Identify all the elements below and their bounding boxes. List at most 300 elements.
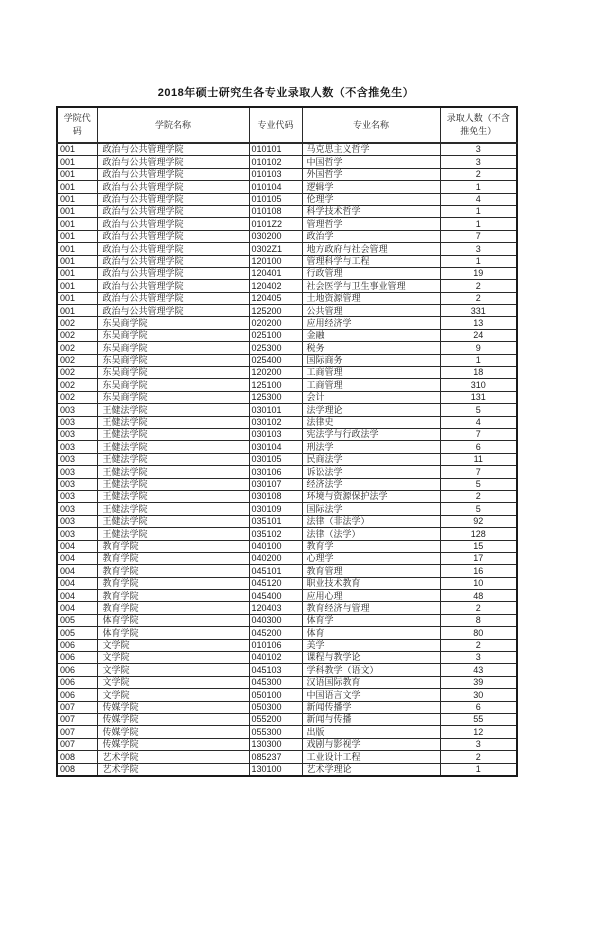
cell-admit-count: 7 [440, 428, 517, 440]
cell-college-name: 东吴商学院 [97, 379, 249, 391]
cell-college-name: 王健法学院 [97, 453, 249, 465]
cell-college-name: 王健法学院 [97, 490, 249, 502]
cell-major-name: 美学 [302, 639, 440, 651]
cell-admit-count: 2 [440, 168, 517, 180]
cell-major-name: 马克思主义哲学 [302, 143, 440, 156]
cell-college-code: 006 [57, 689, 97, 701]
cell-admit-count: 11 [440, 453, 517, 465]
cell-major-code: 120100 [249, 255, 302, 267]
cell-college-name: 传媒学院 [97, 713, 249, 725]
cell-college-name: 传媒学院 [97, 726, 249, 738]
cell-college-name: 文学院 [97, 664, 249, 676]
cell-college-name: 体育学院 [97, 614, 249, 626]
cell-college-code: 001 [57, 205, 97, 217]
cell-college-code: 006 [57, 664, 97, 676]
cell-college-code: 004 [57, 552, 97, 564]
cell-college-name: 文学院 [97, 652, 249, 664]
table-row [57, 354, 517, 366]
cell-college-code: 008 [57, 763, 97, 776]
cell-major-name: 戏剧与影视学 [302, 738, 440, 750]
cell-college-code: 004 [57, 577, 97, 589]
cell-college-name: 政治与公共管理学院 [97, 280, 249, 292]
table-row [57, 602, 517, 614]
table-row [57, 205, 517, 217]
cell-major-code: 040102 [249, 652, 302, 664]
cell-college-code: 002 [57, 354, 97, 366]
table-row [57, 565, 517, 577]
cell-major-name: 出版 [302, 726, 440, 738]
cell-major-code: 055300 [249, 726, 302, 738]
cell-college-name: 体育学院 [97, 627, 249, 639]
cell-admit-count: 1 [440, 354, 517, 366]
cell-college-code: 001 [57, 280, 97, 292]
cell-major-name: 管理哲学 [302, 218, 440, 230]
cell-admit-count: 5 [440, 404, 517, 416]
cell-major-code: 010101 [249, 143, 302, 156]
cell-admit-count: 92 [440, 515, 517, 527]
cell-major-code: 030108 [249, 490, 302, 502]
cell-college-code: 003 [57, 428, 97, 440]
table-row [57, 503, 517, 515]
cell-major-name: 国际法学 [302, 503, 440, 515]
cell-major-name: 环境与资源保护法学 [302, 490, 440, 502]
cell-admit-count: 6 [440, 701, 517, 713]
cell-college-code: 001 [57, 267, 97, 279]
cell-admit-count: 9 [440, 342, 517, 354]
cell-major-code: 030105 [249, 453, 302, 465]
cell-college-name: 文学院 [97, 689, 249, 701]
cell-admit-count: 128 [440, 528, 517, 540]
table-row [57, 466, 517, 478]
cell-college-name: 政治与公共管理学院 [97, 193, 249, 205]
cell-major-code: 010105 [249, 193, 302, 205]
cell-admit-count: 30 [440, 689, 517, 701]
table-row [57, 577, 517, 589]
table-row [57, 428, 517, 440]
cell-college-code: 006 [57, 652, 97, 664]
cell-college-name: 政治与公共管理学院 [97, 230, 249, 242]
cell-college-name: 教育学院 [97, 577, 249, 589]
cell-admit-count: 2 [440, 639, 517, 651]
cell-major-name: 法律（非法学） [302, 515, 440, 527]
cell-major-code: 030102 [249, 416, 302, 428]
cell-major-name: 刑法学 [302, 441, 440, 453]
cell-college-code: 006 [57, 639, 97, 651]
cell-college-code: 003 [57, 466, 97, 478]
cell-major-name: 管理科学与工程 [302, 255, 440, 267]
cell-college-code: 003 [57, 416, 97, 428]
cell-major-name: 法律（法学） [302, 528, 440, 540]
cell-college-code: 001 [57, 168, 97, 180]
cell-college-code: 007 [57, 726, 97, 738]
cell-major-code: 030101 [249, 404, 302, 416]
cell-college-name: 东吴商学院 [97, 354, 249, 366]
cell-college-code: 003 [57, 515, 97, 527]
cell-major-name: 民商法学 [302, 453, 440, 465]
table-row [57, 490, 517, 502]
cell-admit-count: 7 [440, 230, 517, 242]
cell-college-name: 政治与公共管理学院 [97, 168, 249, 180]
table-row [57, 243, 517, 255]
cell-admit-count: 5 [440, 503, 517, 515]
cell-college-code: 002 [57, 379, 97, 391]
cell-college-name: 东吴商学院 [97, 329, 249, 341]
cell-major-name: 教育学 [302, 540, 440, 552]
cell-admit-count: 48 [440, 590, 517, 602]
cell-major-code: 025100 [249, 329, 302, 341]
cell-admit-count: 1 [440, 255, 517, 267]
cell-admit-count: 8 [440, 614, 517, 626]
cell-college-name: 教育学院 [97, 602, 249, 614]
cell-major-code: 020200 [249, 317, 302, 329]
cell-major-name: 应用经济学 [302, 317, 440, 329]
table-row [57, 218, 517, 230]
cell-major-name: 法学理论 [302, 404, 440, 416]
cell-major-code: 085237 [249, 751, 302, 763]
cell-admit-count: 24 [440, 329, 517, 341]
cell-major-code: 045400 [249, 590, 302, 602]
cell-admit-count: 43 [440, 664, 517, 676]
cell-major-code: 040200 [249, 552, 302, 564]
cell-major-code: 040100 [249, 540, 302, 552]
cell-college-code: 003 [57, 453, 97, 465]
cell-college-name: 东吴商学院 [97, 342, 249, 354]
cell-college-code: 001 [57, 292, 97, 304]
cell-college-name: 王健法学院 [97, 404, 249, 416]
cell-college-name: 文学院 [97, 676, 249, 688]
table-row [57, 404, 517, 416]
cell-college-code: 001 [57, 255, 97, 267]
cell-admit-count: 331 [440, 305, 517, 317]
cell-major-code: 030106 [249, 466, 302, 478]
cell-major-name: 体育 [302, 627, 440, 639]
cell-college-name: 文学院 [97, 639, 249, 651]
cell-major-name: 宪法学与行政法学 [302, 428, 440, 440]
cell-college-code: 003 [57, 478, 97, 490]
cell-college-code: 007 [57, 701, 97, 713]
cell-major-name: 工商管理 [302, 379, 440, 391]
cell-admit-count: 3 [440, 738, 517, 750]
cell-college-name: 东吴商学院 [97, 367, 249, 379]
cell-college-code: 001 [57, 243, 97, 255]
cell-major-name: 土地资源管理 [302, 292, 440, 304]
cell-college-code: 005 [57, 627, 97, 639]
cell-major-code: 040300 [249, 614, 302, 626]
cell-college-name: 传媒学院 [97, 738, 249, 750]
cell-major-code: 125200 [249, 305, 302, 317]
cell-admit-count: 7 [440, 466, 517, 478]
cell-college-code: 005 [57, 614, 97, 626]
cell-college-code: 003 [57, 404, 97, 416]
cell-admit-count: 15 [440, 540, 517, 552]
cell-college-name: 王健法学院 [97, 503, 249, 515]
table-row [57, 181, 517, 193]
cell-college-name: 王健法学院 [97, 528, 249, 540]
cell-major-code: 035102 [249, 528, 302, 540]
cell-major-name: 艺术学理论 [302, 763, 440, 776]
cell-major-name: 社会医学与卫生事业管理 [302, 280, 440, 292]
cell-admit-count: 6 [440, 441, 517, 453]
cell-college-code: 006 [57, 676, 97, 688]
table-row [57, 652, 517, 664]
cell-major-code: 0302Z1 [249, 243, 302, 255]
cell-major-name: 新闻传播学 [302, 701, 440, 713]
cell-major-name: 职业技术教育 [302, 577, 440, 589]
cell-admit-count: 4 [440, 416, 517, 428]
cell-college-name: 王健法学院 [97, 515, 249, 527]
cell-college-code: 001 [57, 305, 97, 317]
cell-college-name: 政治与公共管理学院 [97, 243, 249, 255]
cell-college-code: 003 [57, 490, 97, 502]
cell-major-name: 中国语言文学 [302, 689, 440, 701]
cell-major-name: 学科教学（语文） [302, 664, 440, 676]
cell-major-name: 逻辑学 [302, 181, 440, 193]
table-row [57, 280, 517, 292]
cell-major-code: 050300 [249, 701, 302, 713]
cell-major-name: 体育学 [302, 614, 440, 626]
cell-major-code: 120402 [249, 280, 302, 292]
cell-college-name: 政治与公共管理学院 [97, 143, 249, 156]
table-row [57, 515, 517, 527]
table-row [57, 367, 517, 379]
cell-major-name: 税务 [302, 342, 440, 354]
cell-college-code: 002 [57, 317, 97, 329]
table-row [57, 751, 517, 763]
header-row [57, 107, 517, 143]
cell-college-code: 004 [57, 565, 97, 577]
cell-major-name: 中国哲学 [302, 156, 440, 168]
table-row [57, 639, 517, 651]
cell-admit-count: 3 [440, 652, 517, 664]
table-row [57, 317, 517, 329]
cell-major-code: 025400 [249, 354, 302, 366]
cell-major-name: 心理学 [302, 552, 440, 564]
cell-admit-count: 10 [440, 577, 517, 589]
column-header-college-name: 学院名称 [97, 107, 249, 143]
cell-college-name: 政治与公共管理学院 [97, 205, 249, 217]
cell-major-code: 055200 [249, 713, 302, 725]
cell-admit-count: 18 [440, 367, 517, 379]
cell-major-name: 课程与教学论 [302, 652, 440, 664]
cell-major-name: 科学技术哲学 [302, 205, 440, 217]
cell-major-code: 035101 [249, 515, 302, 527]
cell-admit-count: 3 [440, 143, 517, 156]
table-row [57, 416, 517, 428]
column-header-major-name: 专业名称 [302, 107, 440, 143]
column-header-college-code: 学院代码 [57, 107, 97, 143]
table-row [57, 701, 517, 713]
table-row [57, 552, 517, 564]
cell-college-code: 002 [57, 342, 97, 354]
cell-major-name: 工业设计工程 [302, 751, 440, 763]
cell-major-name: 应用心理 [302, 590, 440, 602]
table-row [57, 676, 517, 688]
cell-college-name: 教育学院 [97, 552, 249, 564]
cell-major-name: 诉讼法学 [302, 466, 440, 478]
cell-major-code: 045120 [249, 577, 302, 589]
cell-major-name: 教育经济与管理 [302, 602, 440, 614]
cell-major-name: 新闻与传播 [302, 713, 440, 725]
cell-college-code: 004 [57, 602, 97, 614]
cell-college-name: 政治与公共管理学院 [97, 305, 249, 317]
cell-major-code: 125100 [249, 379, 302, 391]
column-header-major-code: 专业代码 [249, 107, 302, 143]
cell-major-code: 030104 [249, 441, 302, 453]
table-row [57, 391, 517, 403]
cell-admit-count: 17 [440, 552, 517, 564]
cell-college-name: 传媒学院 [97, 701, 249, 713]
cell-college-name: 政治与公共管理学院 [97, 181, 249, 193]
cell-major-code: 050100 [249, 689, 302, 701]
cell-college-code: 003 [57, 503, 97, 515]
cell-college-code: 008 [57, 751, 97, 763]
cell-admit-count: 2 [440, 490, 517, 502]
cell-major-name: 公共管理 [302, 305, 440, 317]
cell-major-name: 会计 [302, 391, 440, 403]
cell-admit-count: 2 [440, 602, 517, 614]
cell-admit-count: 13 [440, 317, 517, 329]
cell-major-code: 0101Z2 [249, 218, 302, 230]
cell-college-name: 教育学院 [97, 540, 249, 552]
cell-major-code: 030103 [249, 428, 302, 440]
cell-major-code: 045101 [249, 565, 302, 577]
cell-major-name: 外国哲学 [302, 168, 440, 180]
cell-college-name: 政治与公共管理学院 [97, 156, 249, 168]
table-row [57, 540, 517, 552]
cell-major-code: 120403 [249, 602, 302, 614]
cell-college-code: 001 [57, 143, 97, 156]
cell-college-name: 教育学院 [97, 565, 249, 577]
cell-college-code: 004 [57, 540, 97, 552]
table-row [57, 230, 517, 242]
cell-major-code: 045103 [249, 664, 302, 676]
cell-admit-count: 1 [440, 218, 517, 230]
cell-admit-count: 2 [440, 292, 517, 304]
table-row [57, 738, 517, 750]
table-row [57, 763, 517, 776]
cell-major-code: 010102 [249, 156, 302, 168]
table-row [57, 528, 517, 540]
cell-college-name: 东吴商学院 [97, 317, 249, 329]
cell-college-code: 001 [57, 230, 97, 242]
cell-admit-count: 131 [440, 391, 517, 403]
cell-major-name: 教育管理 [302, 565, 440, 577]
table-row [57, 726, 517, 738]
cell-major-code: 130300 [249, 738, 302, 750]
table-row [57, 713, 517, 725]
table-row [57, 664, 517, 676]
cell-college-name: 政治与公共管理学院 [97, 292, 249, 304]
cell-major-name: 经济法学 [302, 478, 440, 490]
cell-major-name: 汉语国际教育 [302, 676, 440, 688]
page-title: 2018年硕士研究生各专业录取人数（不含推免生） [157, 87, 415, 99]
table-row [57, 156, 517, 168]
table-row [57, 627, 517, 639]
table-row [57, 143, 517, 156]
cell-major-code: 045300 [249, 676, 302, 688]
cell-major-code: 025300 [249, 342, 302, 354]
cell-admit-count: 1 [440, 181, 517, 193]
column-header-admit-count: 录取人数（不含推免生） [440, 107, 517, 143]
cell-college-code: 003 [57, 528, 97, 540]
cell-admit-count: 12 [440, 726, 517, 738]
table-row [57, 193, 517, 205]
table-row [57, 689, 517, 701]
cell-major-name: 工商管理 [302, 367, 440, 379]
table-body [57, 143, 517, 776]
cell-major-name: 法律史 [302, 416, 440, 428]
cell-college-name: 东吴商学院 [97, 391, 249, 403]
cell-major-name: 地方政府与社会管理 [302, 243, 440, 255]
cell-college-name: 王健法学院 [97, 466, 249, 478]
cell-college-code: 002 [57, 391, 97, 403]
cell-admit-count: 2 [440, 280, 517, 292]
cell-admit-count: 39 [440, 676, 517, 688]
table-row [57, 453, 517, 465]
cell-major-code: 120401 [249, 267, 302, 279]
cell-admit-count: 16 [440, 565, 517, 577]
cell-admit-count: 80 [440, 627, 517, 639]
table-row [57, 590, 517, 602]
cell-admit-count: 310 [440, 379, 517, 391]
cell-college-name: 政治与公共管理学院 [97, 255, 249, 267]
cell-admit-count: 3 [440, 243, 517, 255]
table-row [57, 478, 517, 490]
cell-admit-count: 4 [440, 193, 517, 205]
cell-admit-count: 2 [440, 751, 517, 763]
table-row [57, 614, 517, 626]
cell-major-code: 130100 [249, 763, 302, 776]
table-row [57, 379, 517, 391]
cell-admit-count: 1 [440, 205, 517, 217]
cell-college-code: 003 [57, 441, 97, 453]
cell-major-name: 伦理学 [302, 193, 440, 205]
cell-major-name: 金融 [302, 329, 440, 341]
table-row [57, 342, 517, 354]
table-row [57, 305, 517, 317]
cell-college-name: 王健法学院 [97, 478, 249, 490]
cell-college-name: 政治与公共管理学院 [97, 267, 249, 279]
table-row [57, 329, 517, 341]
cell-major-name: 政治学 [302, 230, 440, 242]
cell-major-name: 国际商务 [302, 354, 440, 366]
table-row [57, 267, 517, 279]
cell-college-code: 001 [57, 156, 97, 168]
cell-admit-count: 1 [440, 763, 517, 776]
cell-college-name: 王健法学院 [97, 428, 249, 440]
cell-major-code: 010103 [249, 168, 302, 180]
cell-college-code: 007 [57, 738, 97, 750]
cell-college-code: 002 [57, 329, 97, 341]
cell-major-name: 行政管理 [302, 267, 440, 279]
cell-major-code: 010106 [249, 639, 302, 651]
cell-major-code: 010108 [249, 205, 302, 217]
cell-college-name: 艺术学院 [97, 763, 249, 776]
cell-college-code: 007 [57, 713, 97, 725]
table-row [57, 255, 517, 267]
cell-major-code: 030109 [249, 503, 302, 515]
cell-major-code: 010104 [249, 181, 302, 193]
cell-college-name: 政治与公共管理学院 [97, 218, 249, 230]
cell-college-name: 王健法学院 [97, 416, 249, 428]
cell-college-name: 艺术学院 [97, 751, 249, 763]
cell-college-code: 001 [57, 193, 97, 205]
cell-major-code: 125300 [249, 391, 302, 403]
cell-major-code: 120405 [249, 292, 302, 304]
cell-admit-count: 5 [440, 478, 517, 490]
cell-college-code: 002 [57, 367, 97, 379]
cell-admit-count: 55 [440, 713, 517, 725]
